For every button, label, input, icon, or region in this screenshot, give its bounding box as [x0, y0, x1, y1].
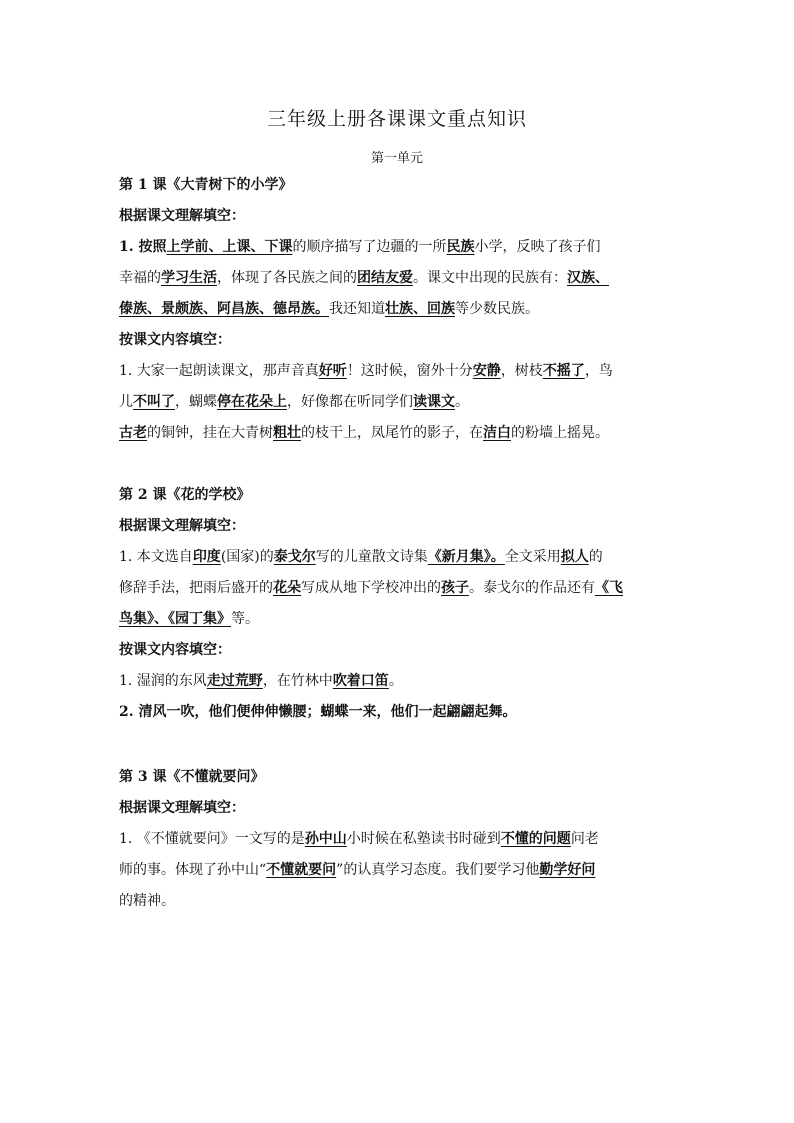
lesson-1-heading: 第 1 课《大青树下的小学》: [119, 177, 293, 193]
text-run: 写成从地下学校冲出的: [301, 580, 441, 596]
answer-text: 《新月集》。: [427, 549, 505, 565]
answer-text: 走过荒野: [206, 673, 263, 689]
lesson-2-para-1-line-2: [119, 573, 694, 604]
lesson-3-section: [119, 762, 694, 917]
text-run: 幸福的: [119, 270, 161, 286]
answer-text: 吹着口笛: [332, 673, 389, 689]
text-run: ，树枝: [500, 363, 543, 379]
answer-text: 团结友爱: [357, 270, 413, 286]
answer-text: 壮族、回族: [385, 301, 455, 317]
answer-text: 拟人: [560, 549, 589, 565]
lesson-3-comprehension-label: 根据课文理解填空：: [119, 800, 245, 816]
text-run: ！这时候，窗外十分: [346, 363, 473, 379]
answer-text: 安静: [472, 363, 501, 379]
text-run: 。课文中出现的民族有：: [413, 270, 567, 286]
text-run: 写的儿童散文诗集: [315, 549, 428, 565]
answer-text: 好听: [318, 363, 347, 379]
text-run: ，好像都在听同学们: [287, 394, 413, 410]
answer-text: 印度: [192, 549, 221, 565]
text-run: 1. 本文选自: [119, 549, 193, 565]
lesson-2-para-1-line-1: [119, 542, 694, 573]
lesson-1-para-2-line-1: [119, 356, 694, 387]
text-run: 。: [388, 673, 403, 689]
lesson-1-para-2-line-3: [119, 418, 694, 449]
text-run: 1. 按照: [119, 239, 167, 255]
text-run: 1. 大家一起朗读课文，那声音真: [119, 363, 319, 379]
text-run: 1. 湿润的东风: [119, 673, 207, 689]
text-run: 全文采用: [504, 549, 561, 565]
text-run: (国家)的: [220, 549, 274, 565]
lesson-3-heading: 第 3 课《不懂就要问》: [119, 769, 265, 785]
text-run: 小时候在私塾读书时碰到: [346, 831, 501, 847]
text-run: 的铜钟，挂在大青树: [147, 425, 273, 441]
text-run: 修辞手法，把雨后盛开的: [119, 580, 273, 596]
lesson-2-comprehension-label: 根据课文理解填空：: [119, 518, 245, 534]
answer-text: 孙中山: [304, 831, 347, 847]
lesson-2-heading: 第 2 课《花的学校》: [119, 487, 251, 503]
answer-text: 孩子: [441, 580, 469, 596]
answer-text: 停在花朵上: [217, 394, 287, 410]
text-run: 1. 《不懂就要问》一文写的是: [119, 831, 305, 847]
answer-text: 泰戈尔: [273, 549, 316, 565]
lesson-2-para-2-line-2: 2. 清风一吹，他们便伸伸懒腰；蝴蝶一来，他们一起翩翩起舞。: [119, 704, 517, 720]
answer-text: 粗壮: [273, 425, 301, 441]
text-run: ”的认真学习态度。我们要学习他: [336, 862, 540, 878]
text-run: 师的事。体现了孙中山“: [119, 862, 267, 878]
answer-text: 不摇了: [542, 363, 585, 379]
lesson-1-para-2-line-2: [119, 387, 694, 418]
lesson-1-para-1-line-3: [119, 294, 694, 325]
document-title: 三年级上册各课课文重点知识: [266, 108, 527, 130]
answer-text: 花朵: [273, 580, 301, 596]
answer-text: 鸟集》、《园丁集》: [119, 611, 231, 627]
text-run: 等。: [231, 611, 259, 627]
lesson-1-content-label: 按课文内容填空：: [119, 332, 231, 348]
answer-text: 读课文: [413, 394, 455, 410]
answer-text: 古老: [119, 425, 147, 441]
text-run: 的顺序描写了边疆的一所: [292, 239, 447, 255]
answer-text: 洁白: [483, 425, 511, 441]
lesson-3-para-1-line-1: [119, 824, 694, 855]
text-run: 儿: [119, 394, 133, 410]
answer-text: 傣族、景颇族、阿昌族、德昂族。: [119, 301, 329, 317]
answer-text: 《飞: [595, 580, 623, 596]
lesson-2-para-2-line-1: [119, 666, 694, 697]
lesson-1-section: [119, 170, 694, 449]
answer-text: 不叫了: [133, 394, 175, 410]
text-run: 问老: [570, 831, 599, 847]
unit-title: 第一单元: [370, 151, 423, 166]
text-run: 小学，反映了孩子们: [474, 239, 601, 255]
text-run: ，蝴蝶: [175, 394, 217, 410]
text-run: ，鸟: [584, 363, 613, 379]
text-run: 。: [455, 394, 469, 410]
answer-text: 汉族、: [567, 270, 609, 286]
text-run: ，在竹林中: [262, 673, 333, 689]
text-run: 的粉墙上摇晃。: [511, 425, 609, 441]
text-run: 的: [588, 549, 603, 565]
text-run: 的枝干上，凤尾竹的影子，在: [301, 425, 483, 441]
answer-text: 不懂就要问: [266, 862, 337, 878]
answer-text: 民族: [446, 239, 475, 255]
lesson-1-para-1-line-2: [119, 263, 694, 294]
text-run: ，体现了各民族之间的: [217, 270, 357, 286]
lesson-1-comprehension-label: 根据课文理解填空：: [119, 208, 245, 224]
answer-text: 不懂的问题: [500, 831, 571, 847]
answer-text: 勤学好问: [539, 862, 596, 878]
lesson-3-para-1-line-2: [119, 855, 694, 886]
lesson-3-para-1-line-3: 的精神。: [119, 893, 175, 909]
answer-text: 学习生活: [161, 270, 217, 286]
lesson-2-section: [119, 480, 694, 728]
lesson-1-para-1-line-1: [119, 232, 694, 263]
lesson-2-para-1-line-3: [119, 604, 694, 635]
lesson-2-content-label: 按课文内容填空：: [119, 642, 231, 658]
text-run: 等少数民族。: [455, 301, 539, 317]
text-run: 我还知道: [329, 301, 385, 317]
text-run: 。泰戈尔的作品还有: [469, 580, 595, 596]
answer-text: 上学前、上课、下课: [166, 239, 293, 255]
